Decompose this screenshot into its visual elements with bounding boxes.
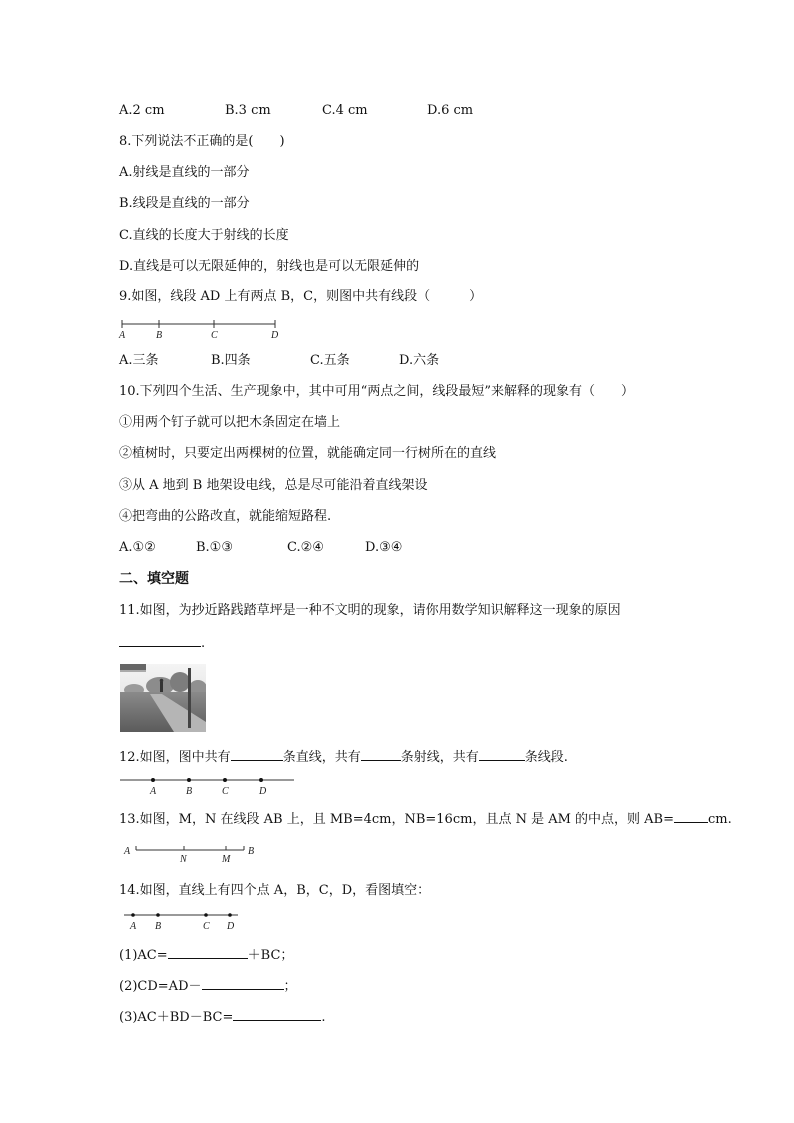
- section-heading-fill-in: 二、填空题: [119, 571, 189, 587]
- q7-option-c[interactable]: C.4 cm: [322, 103, 368, 118]
- q9-segment-figure: [115, 317, 290, 341]
- q12-point-a: [151, 778, 155, 782]
- q14-label-b: B: [155, 921, 162, 932]
- q12-point-b: [187, 778, 191, 782]
- q14-label-d: D: [227, 921, 235, 932]
- q12-rays-blank[interactable]: [361, 748, 401, 761]
- q13-text-1: 13.如图，M，N 在线段 AB 上，且 MB=4cm，NB=16cm，且点 N 是 AM 的中点，则 AB=: [119, 812, 675, 827]
- q13-label-b: B: [248, 846, 255, 857]
- q8-stem: 8.下列说法不正确的是( ): [119, 134, 285, 149]
- q12-stem: [119, 748, 568, 766]
- q14-point-d: [228, 913, 232, 917]
- q14-sub1-blank[interactable]: [168, 946, 248, 959]
- q12-point-d: [259, 778, 263, 782]
- q9-option-d[interactable]: D.六条: [399, 353, 440, 368]
- q9-label-d: D: [271, 330, 279, 341]
- q14-sub-2: [119, 977, 297, 995]
- q10-option-b[interactable]: B.①③: [196, 540, 233, 555]
- q14-label-c: C: [203, 921, 210, 932]
- q14-stem: 14.如图，直线上有四个点 A，B，C，D，看图填空：: [119, 883, 431, 898]
- q11-answer-line: [119, 634, 205, 652]
- q12-point-c: [223, 778, 227, 782]
- q14-point-c: [204, 913, 208, 917]
- q7-option-d[interactable]: D.6 cm: [427, 103, 474, 118]
- q9-option-b[interactable]: B.四条: [211, 353, 251, 368]
- q10-option-d[interactable]: D.③④: [365, 540, 403, 555]
- q12-text-1: 12.如图，图中共有: [119, 750, 231, 765]
- q12-text-4: 条线段.: [524, 750, 568, 765]
- q13-segment-figure: [120, 841, 265, 865]
- q12-text-2: 条直线，共有: [282, 750, 361, 765]
- q11-end-period: .: [201, 636, 206, 651]
- q14-label-a: A: [130, 921, 137, 932]
- q13-ab-blank[interactable]: [674, 810, 708, 823]
- q10-option-c[interactable]: C.②④: [287, 540, 324, 555]
- q14-sub-3: [119, 1008, 326, 1026]
- q11-answer-blank[interactable]: [119, 634, 201, 647]
- q14-line-figure: [120, 908, 245, 932]
- q9-label-a: A: [119, 330, 126, 341]
- lawn-photo-illustration: [120, 664, 206, 732]
- q14-sub2-blank[interactable]: [202, 977, 284, 990]
- q14-sub3-suffix: .: [321, 1010, 326, 1025]
- q12-line-figure: [115, 774, 300, 798]
- q9-option-c[interactable]: C.五条: [310, 353, 350, 368]
- q8-option-b[interactable]: B.线段是直线的一部分: [119, 196, 250, 211]
- q9-option-a[interactable]: A.三条: [119, 353, 159, 368]
- q12-label-d: D: [259, 786, 267, 797]
- q12-label-c: C: [222, 786, 229, 797]
- q8-option-c[interactable]: C.直线的长度大于射线的长度: [119, 228, 289, 243]
- q7-option-a[interactable]: A.2 cm: [119, 103, 165, 118]
- q10-option-a[interactable]: A.①②: [119, 540, 156, 555]
- q11-stem: 11.如图，为抄近路践踏草坪是一种不文明的现象，请你用数学知识解释这一现象的原因: [119, 603, 621, 618]
- q7-option-b[interactable]: B.3 cm: [225, 103, 271, 118]
- q14-sub1-suffix: ＋BC；: [247, 948, 294, 963]
- q12-label-b: B: [186, 786, 193, 797]
- q14-sub-1: [119, 946, 293, 964]
- q12-lines-blank[interactable]: [231, 748, 283, 761]
- q13-stem: [119, 810, 732, 828]
- q12-label-a: A: [150, 786, 157, 797]
- q10-item-1: ①用两个钉子就可以把木条固定在墙上: [119, 415, 341, 430]
- q9-stem: 9.如图，线段 AD 上有两点 B，C，则图中共有线段（ ）: [119, 289, 483, 304]
- q9-label-b: B: [156, 330, 163, 341]
- q14-sub3-blank[interactable]: [233, 1008, 321, 1021]
- q13-label-a: A: [124, 846, 131, 857]
- q10-item-2: ②植树时，只要定出两棵树的位置，就能确定同一行树所在的直线: [119, 446, 497, 461]
- q14-sub2-prefix: (2)CD=AD－: [119, 979, 202, 994]
- q11-lawn-photo: [120, 664, 206, 732]
- q13-label-m: M: [222, 854, 231, 865]
- q8-option-d[interactable]: D.直线是可以无限延伸的，射线也是可以无限延伸的: [119, 259, 420, 274]
- q13-text-2: cm.: [708, 812, 732, 827]
- q10-item-4: ④把弯曲的公路改直，就能缩短路程.: [119, 509, 332, 524]
- q13-label-n: N: [180, 854, 187, 865]
- q10-stem: 10.下列四个生活、生产现象中，其中可用“两点之间，线段最短”来解释的现象有（ ）: [119, 384, 634, 399]
- q12-segments-blank[interactable]: [479, 748, 525, 761]
- q14-sub2-suffix: ；: [283, 979, 297, 994]
- q12-text-3: 条射线，共有: [400, 750, 479, 765]
- q14-point-b: [156, 913, 160, 917]
- q14-sub1-prefix: (1)AC=: [119, 948, 168, 963]
- q8-option-a[interactable]: A.射线是直线的一部分: [119, 165, 250, 180]
- q9-label-c: C: [211, 330, 218, 341]
- q14-point-a: [131, 913, 135, 917]
- q10-item-3: ③从 A 地到 B 地架设电线，总是尽可能沿着直线架设: [119, 478, 428, 493]
- q14-sub3-prefix: (3)AC＋BD－BC=: [119, 1010, 234, 1025]
